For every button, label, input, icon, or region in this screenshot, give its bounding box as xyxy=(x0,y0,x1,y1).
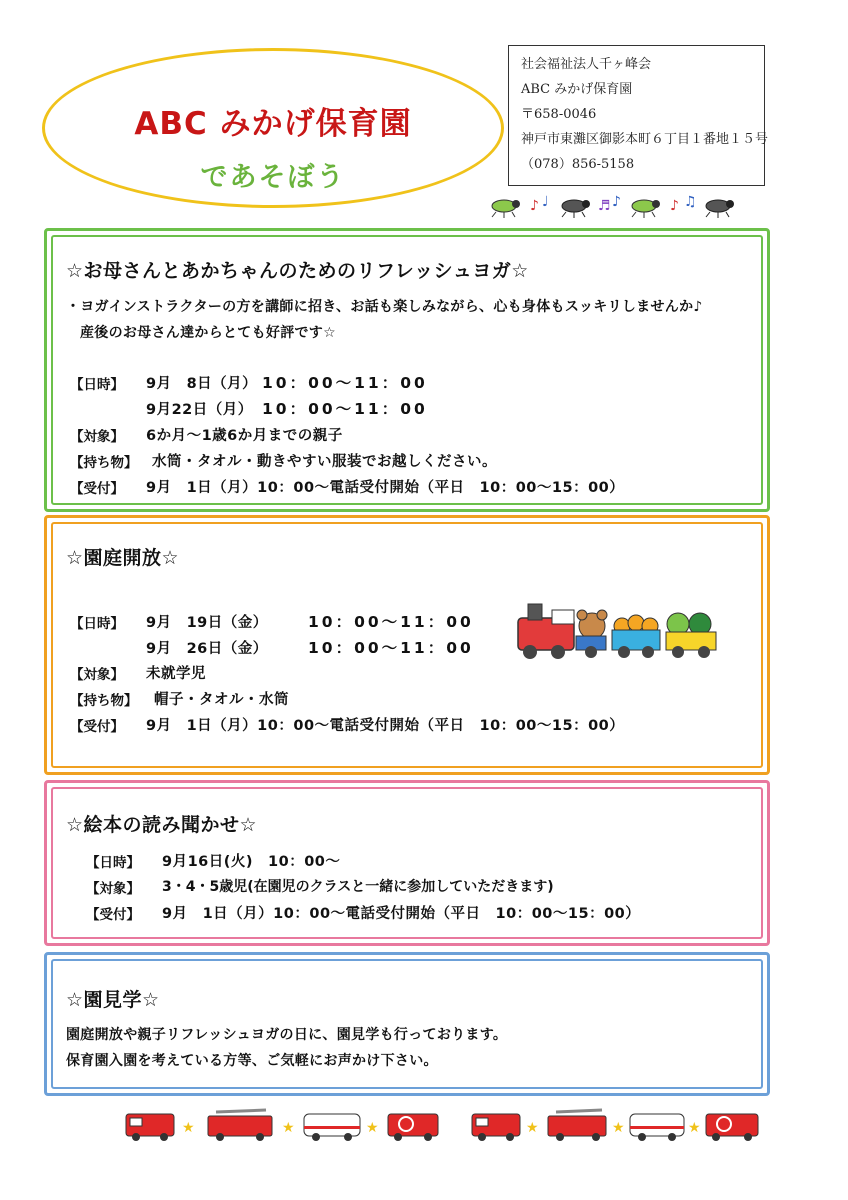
insect-icon xyxy=(706,200,734,218)
music-note-icon: ♪ xyxy=(612,194,621,210)
postal-code: 〒658-0046 xyxy=(521,107,597,122)
garden-date-2: 9月 26日（金） xyxy=(146,641,268,657)
ambulance-icon xyxy=(630,1114,684,1141)
picturebook-date: 9月16日(火) 10：00〜 xyxy=(162,854,341,870)
fire-truck-icon xyxy=(472,1114,520,1141)
train-illustration xyxy=(514,596,724,662)
picturebook-target-label: 【対象】 xyxy=(86,881,140,897)
music-note-icon: ♩ xyxy=(542,194,549,210)
yoga-bring-label: 【持ち物】 xyxy=(70,455,138,471)
tour-line-1: 園庭開放や親子リフレッシュヨガの日に、園見学も行っております。 xyxy=(66,1027,508,1043)
garden-title: ☆園庭開放☆ xyxy=(66,547,180,569)
ambulance-icon xyxy=(304,1114,360,1141)
corp-name: 社会福祉法人千ヶ峰会 xyxy=(521,57,652,72)
page-title: ABC みかげ保育園 xyxy=(134,106,412,142)
tour-line-2: 保育園入園を考えている方等、ご気軽にお声かけ下さい。 xyxy=(66,1053,438,1069)
yoga-description-1: ・ヨガインストラクターの方を講師に招き、お話も楽しみながら、心も身体もスッキリしませんか♪ xyxy=(66,299,703,315)
fruit-car-icon xyxy=(612,615,660,658)
music-note-icon: ♫ xyxy=(684,194,697,210)
pump-truck-icon xyxy=(388,1114,438,1141)
insects-notes-decoration xyxy=(490,192,770,220)
melon-car-icon xyxy=(666,613,716,658)
yoga-target: 6か月〜1歳6か月までの親子 xyxy=(146,428,343,444)
music-note-icon: ♪ xyxy=(670,198,679,214)
yoga-bring: 水筒・タオル・動きやすい服装でお越しください。 xyxy=(152,454,497,470)
phone-number: （078）856-5158 xyxy=(521,157,635,172)
garden-date-label: 【日時】 xyxy=(70,616,124,632)
yoga-description-2: 産後のお母さん達からとても好評です☆ xyxy=(80,325,336,341)
yoga-reception-label: 【受付】 xyxy=(70,481,124,497)
yoga-time-2: 10：00〜11：00 xyxy=(262,400,428,418)
star-icon: ★ xyxy=(612,1120,625,1136)
picturebook-title: ☆絵本の読み聞かせ☆ xyxy=(66,814,258,836)
garden-reception-label: 【受付】 xyxy=(70,719,124,735)
picturebook-reception-label: 【受付】 xyxy=(86,907,140,923)
yoga-target-label: 【対象】 xyxy=(70,429,124,445)
yoga-date-2: 9月22日（月） xyxy=(146,402,253,418)
star-icon: ★ xyxy=(366,1120,379,1136)
picturebook-reception: 9月 1日（月）10：00〜電話受付開始（平日 10：00〜15：00） xyxy=(162,906,641,922)
bear-icon xyxy=(576,610,607,658)
page-subtitle: であそぼう xyxy=(200,162,346,193)
address-box xyxy=(508,45,769,186)
fire-truck-icon xyxy=(126,1114,174,1141)
school-name: ABC みかげ保育園 xyxy=(521,82,633,97)
pump-truck-icon xyxy=(706,1114,758,1141)
garden-target-label: 【対象】 xyxy=(70,667,124,683)
garden-date-1: 9月 19日（金） xyxy=(146,615,268,631)
garden-time-1: 10：00〜11：00 xyxy=(308,613,474,631)
tour-title: ☆園見学☆ xyxy=(66,989,160,1011)
street-address: 神戸市東灘区御影本町６丁目１番地１５号 xyxy=(521,132,769,147)
picturebook-date-label: 【日時】 xyxy=(86,855,140,871)
garden-time-2: 10：00〜11：00 xyxy=(308,639,474,657)
vehicles-decoration xyxy=(124,1106,764,1142)
garden-bring-label: 【持ち物】 xyxy=(70,693,138,709)
star-icon: ★ xyxy=(282,1120,295,1136)
yoga-title: ☆お母さんとあかちゃんのためのリフレッシュヨガ☆ xyxy=(66,260,529,282)
garden-reception: 9月 1日（月）10：00〜電話受付開始（平日 10：00〜15：00） xyxy=(146,718,625,734)
star-icon: ★ xyxy=(688,1120,701,1136)
garden-target: 未就学児 xyxy=(146,666,206,682)
insect-icon xyxy=(562,200,590,218)
music-note-icon: ♬ xyxy=(598,198,611,214)
garden-bring: 帽子・タオル・水筒 xyxy=(154,692,289,708)
yoga-date-1: 9月 8日（月） xyxy=(146,376,258,392)
ladder-truck-icon xyxy=(548,1110,606,1141)
star-icon: ★ xyxy=(526,1120,539,1136)
picturebook-target: 3・4・5歳児(在園児のクラスと一緒に参加していただきます) xyxy=(162,879,554,895)
yoga-time-1: 10：00〜11：00 xyxy=(262,374,428,392)
ladder-truck-icon xyxy=(208,1110,272,1141)
music-note-icon: ♪ xyxy=(530,198,539,214)
insect-icon xyxy=(492,200,520,218)
insect-icon xyxy=(632,200,660,218)
star-icon: ★ xyxy=(182,1120,195,1136)
yoga-date-label: 【日時】 xyxy=(70,377,124,393)
yoga-reception: 9月 1日（月）10：00〜電話受付開始（平日 10：00〜15：00） xyxy=(146,480,625,496)
locomotive-icon xyxy=(518,604,574,659)
